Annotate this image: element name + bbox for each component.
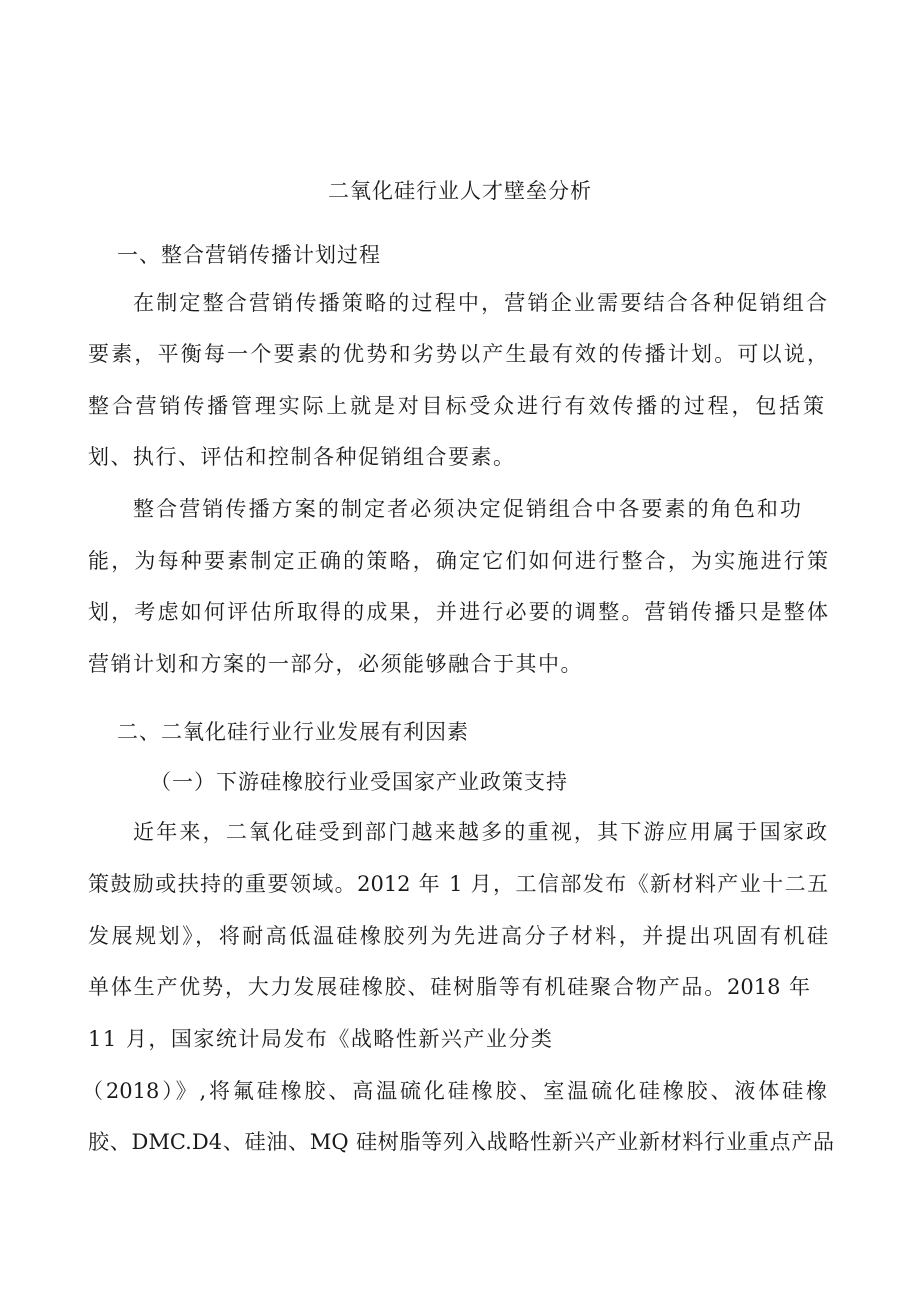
paragraph-line: 近年来，二氧化硅受到部门越来越多的重视，其下游应用属于国家政 <box>133 820 827 844</box>
paragraph-line: 单体生产优势，大力发展硅橡胶、硅树脂等有机硅聚合物产品。2018 年 <box>88 975 810 999</box>
paragraph-line: 整合营销传播方案的制定者必须决定促销组合中各要素的角色和功 <box>133 497 801 521</box>
section-1-heading: 一、整合营销传播计划过程 <box>117 243 381 267</box>
section-2-heading: 二、二氧化硅行业行业发展有利因素 <box>117 720 469 744</box>
paragraph-line: 营销计划和方案的一部分，必须能够融合于其中。 <box>88 652 583 676</box>
document-title: 二氧化硅行业人才壁垒分析 <box>328 179 592 203</box>
paragraph-line: 11 月，国家统计局发布《战略性新兴产业分类 <box>88 1027 554 1051</box>
paragraph-line: 要素，平衡每一个要素的优势和劣势以产生最有效的传播计划。可以说， <box>88 342 828 366</box>
paragraph-line: 划，考虑如何评估所取得的成果，并进行必要的调整。营销传播只是整体 <box>88 600 828 624</box>
section-2-subheading: （一）下游硅橡胶行业受国家产业政策支持 <box>150 770 568 794</box>
paragraph-line: 发展规划》，将耐高低温硅橡胶列为先进高分子材料，并提出巩固有机硅 <box>88 924 828 948</box>
paragraph-line: 能，为每种要素制定正确的策略，确定它们如何进行整合，为实施进行策 <box>88 549 828 573</box>
paragraph-line: （2018）》,将氟硅橡胶、高温硫化硅橡胶、室温硫化硅橡胶、液体硅橡 <box>82 1079 827 1103</box>
paragraph-line: 胶、DMC.D4、硅油、MQ 硅树脂等列入战略性新兴产业新材料行业重点产品 <box>88 1130 834 1154</box>
paragraph-line: 划、执行、评估和控制各种促销组合要素。 <box>88 445 516 469</box>
paragraph-line: 整合营销传播管理实际上就是对目标受众进行有效传播的过程，包括策 <box>88 394 824 418</box>
paragraph-line: 在制定整合营销传播策略的过程中，营销企业需要结合各种促销组合 <box>133 291 827 315</box>
paragraph-line: 策鼓励或扶持的重要领域。2012 年 1 月，工信部发布《新材料产业十二五 <box>88 872 828 896</box>
